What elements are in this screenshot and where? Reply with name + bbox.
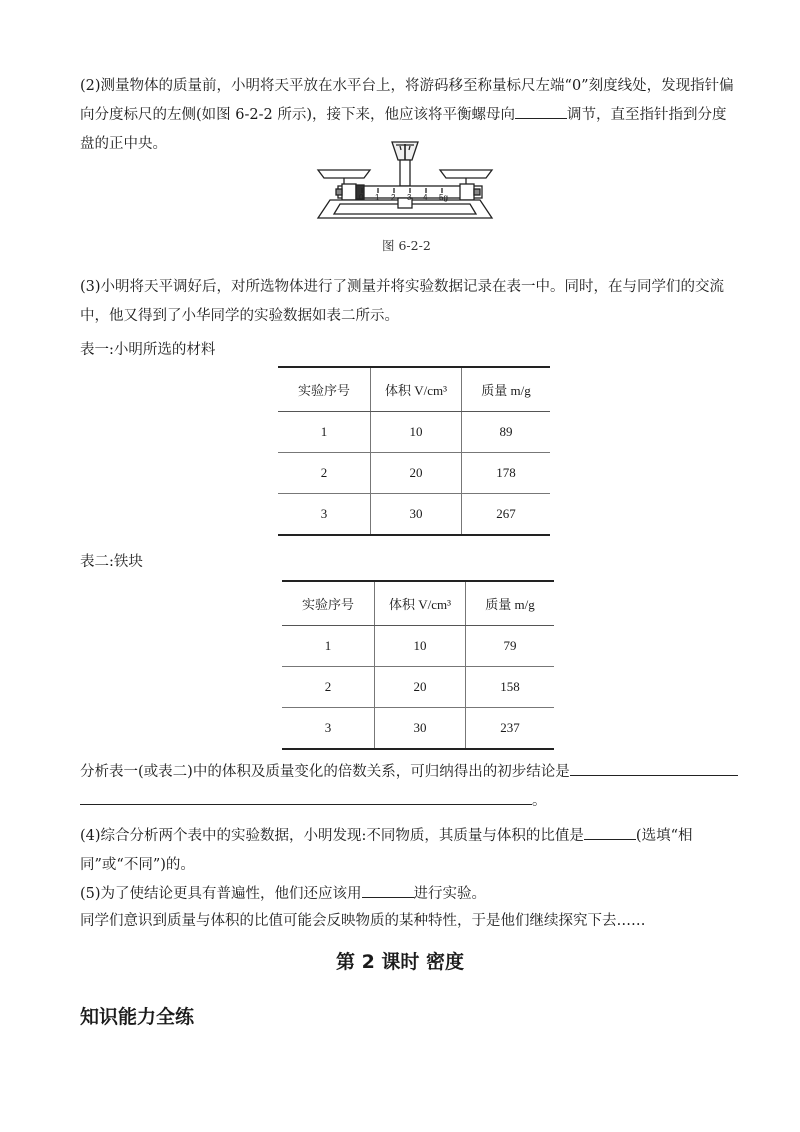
cell-trial: 1: [282, 626, 375, 667]
header-volume: 体积 V/cm³: [371, 367, 462, 412]
cell-volume: 30: [375, 708, 466, 750]
table-row: [278, 453, 550, 494]
table-header-row: [282, 581, 554, 626]
analysis-question: [80, 758, 740, 816]
table-2-label: 表二:铁块: [80, 554, 143, 570]
cell-trial: 2: [282, 667, 375, 708]
question-5-text-end: 进行实验。: [413, 886, 487, 902]
scale-mark: 2: [391, 193, 396, 202]
cell-volume: 30: [371, 494, 462, 536]
scale-mark: 5g: [439, 193, 448, 202]
analysis-text: 分析表一(或表二)中的体积及质量变化的倍数关系，可归纳得出的初步结论是: [80, 764, 570, 780]
header-mass: 质量 m/g: [466, 581, 555, 626]
cell-volume: 20: [375, 667, 466, 708]
cell-mass: 79: [466, 626, 555, 667]
table-row: [278, 494, 550, 536]
question-5: [80, 880, 740, 909]
header-volume: 体积 V/cm³: [375, 581, 466, 626]
header-trial-number: 实验序号: [282, 581, 375, 626]
header-trial-number: 实验序号: [278, 367, 371, 412]
scale-mark: 3: [407, 193, 412, 202]
table-row: [282, 708, 554, 750]
cell-mass: 158: [466, 667, 555, 708]
figure-caption: 图 6-2-2: [382, 238, 431, 253]
scale-mark: 4: [423, 193, 428, 202]
cell-mass: 178: [462, 453, 551, 494]
cell-mass: 237: [466, 708, 555, 750]
data-table-2: [282, 580, 554, 750]
data-table-1: [278, 366, 550, 536]
answer-blank-q4[interactable]: [584, 825, 636, 841]
scale-mark: 0: [359, 193, 364, 202]
answer-blank-analysis-2[interactable]: [80, 790, 532, 806]
cell-mass: 267: [462, 494, 551, 536]
question-4-text: (4)综合分析两个表中的实验数据，小明发现:不同物质，其质量与体积的比值是: [80, 828, 584, 844]
question-5-text: (5)为了使结论更具有普遍性，他们还应该用: [80, 886, 362, 902]
cell-volume: 10: [375, 626, 466, 667]
analysis-end: 。: [532, 793, 547, 809]
table-row: [282, 626, 554, 667]
header-mass: 质量 m/g: [462, 367, 551, 412]
answer-blank-analysis-1[interactable]: [570, 761, 738, 777]
table-1-label: 表一:小明所选的材料: [80, 342, 216, 358]
cell-trial: 2: [278, 453, 371, 494]
table-row: [282, 667, 554, 708]
answer-blank-q2[interactable]: [515, 104, 567, 120]
closing-text: 同学们意识到质量与体积的比值可能会反映物质的某种特性，于是他们继续探究下去……: [80, 913, 646, 929]
cell-trial: 1: [278, 412, 371, 453]
cell-volume: 10: [371, 412, 462, 453]
section-title: 第 2 课时 密度: [335, 951, 465, 973]
answer-blank-q5[interactable]: [362, 883, 414, 899]
cell-trial: 3: [278, 494, 371, 536]
question-4-text-end: (选填“相同”或“不同”)的。: [80, 828, 693, 873]
table-row: [278, 412, 550, 453]
question-4: [80, 822, 740, 880]
cell-volume: 20: [371, 453, 462, 494]
scale-mark: 1: [375, 193, 380, 202]
cell-trial: 3: [282, 708, 375, 750]
table-header-row: [278, 367, 550, 412]
question-3: (3)小明将天平调好后，对所选物体进行了测量并将实验数据记录在表一中。同时，在与同学们的交流中，他又得到了小华同学的实验数据如表二所示。: [80, 279, 725, 324]
cell-mass: 89: [462, 412, 551, 453]
question-2-text: (2)测量物体的质量前，小明将天平放在水平台上，将游码移至称量标尺左端“0”刻度线处，发现指针偏向分度标尺的左侧(如图 6-2-2 所示)，接下来，他应该将平衡螺母向: [80, 78, 734, 123]
subsection-title: 知识能力全练: [80, 1006, 195, 1028]
question-2-text-end: 调节，直至指针指到分度盘的正中央。: [80, 107, 727, 152]
